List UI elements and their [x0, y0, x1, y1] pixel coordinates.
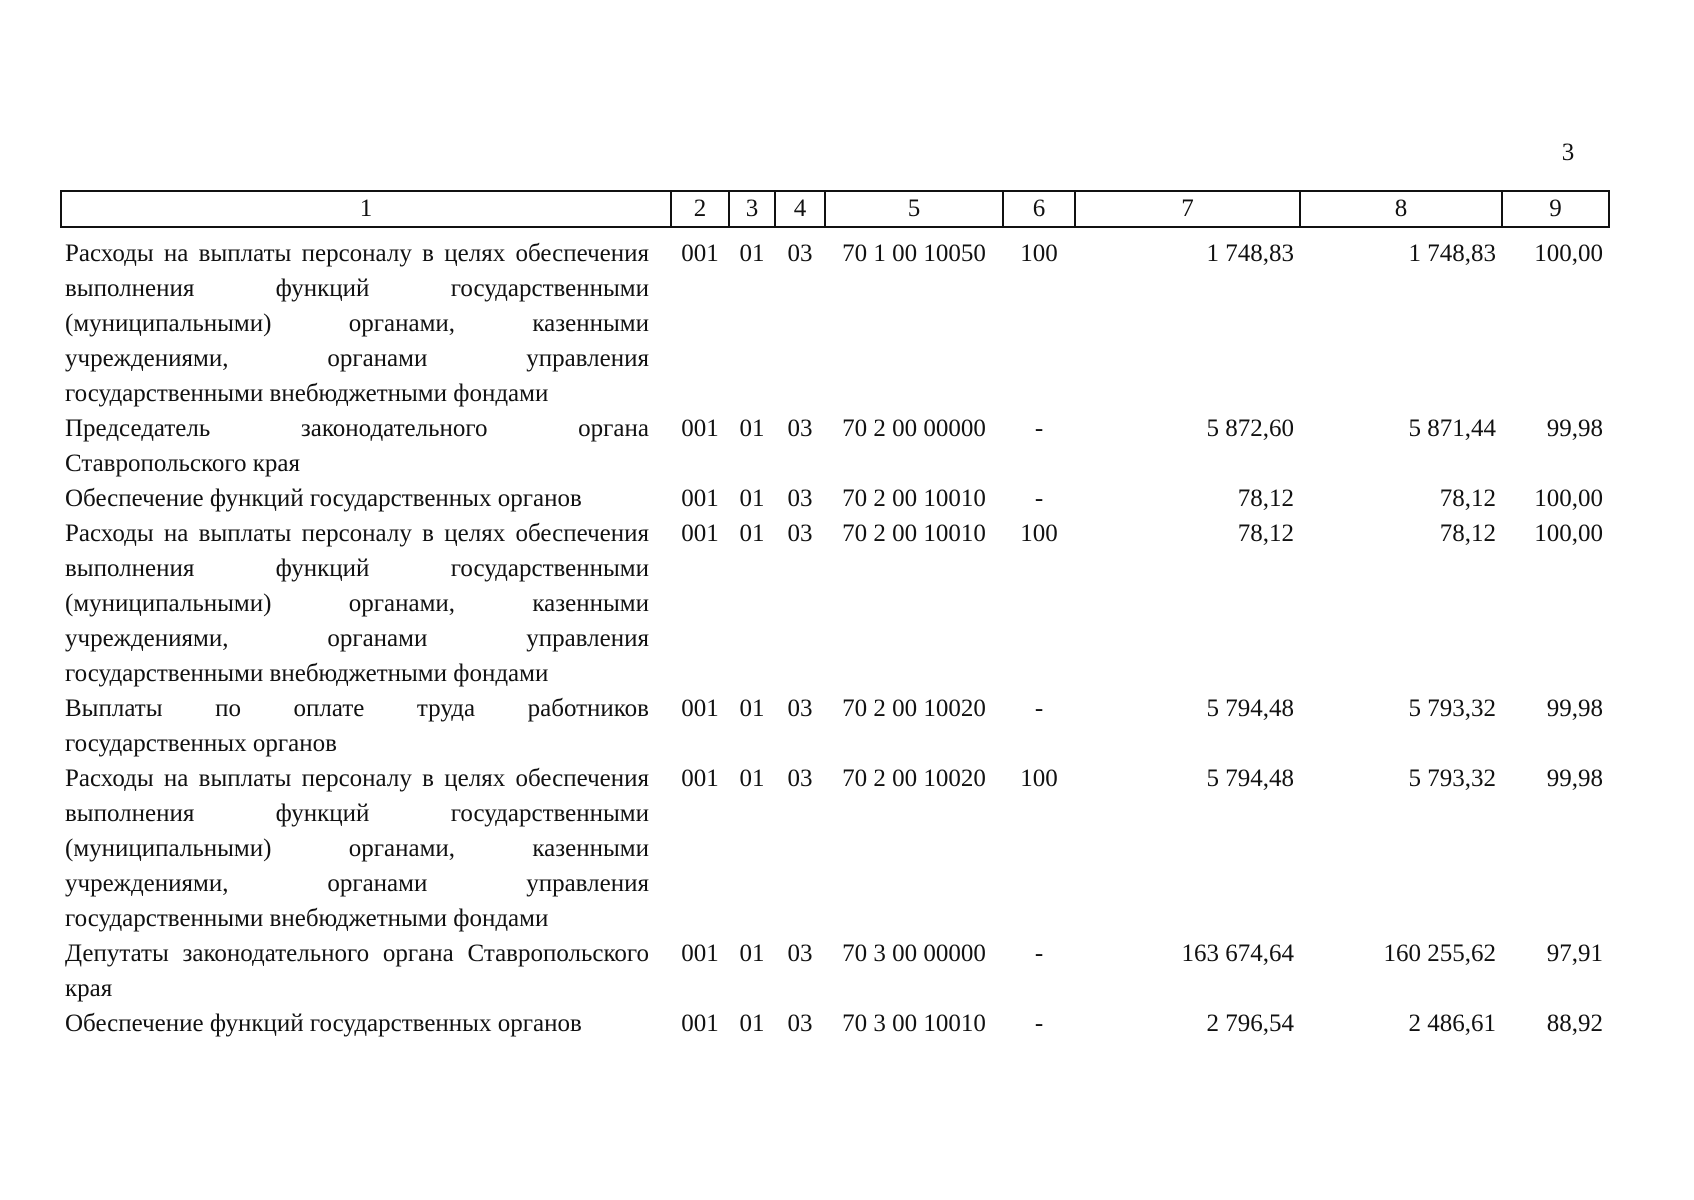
ministry-code: 001	[681, 415, 719, 442]
planned-amount: 5 794,48	[1206, 695, 1294, 722]
target-article-code: 70 3 00 00000	[842, 940, 986, 967]
subsection-code: 03	[787, 940, 813, 967]
actual-amount: 78,12	[1439, 485, 1496, 512]
section-code: 01	[739, 695, 765, 722]
ministry-code: 001	[681, 1010, 719, 1037]
execution-percent: 97,91	[1546, 940, 1603, 967]
subsection-code: 03	[787, 415, 813, 442]
subsection-code: 03	[787, 1010, 813, 1037]
target-article-code: 70 2 00 10020	[842, 765, 986, 792]
column-header-9: 9	[1502, 191, 1609, 227]
column-header-1: 1	[61, 191, 671, 227]
expense-description: Выплаты по оплате труда работников государственных органов	[65, 695, 649, 757]
ministry-code: 001	[681, 520, 719, 547]
actual-amount: 78,12	[1439, 520, 1496, 547]
planned-amount: 78,12	[1237, 485, 1294, 512]
execution-percent: 99,98	[1546, 765, 1603, 792]
planned-amount: 5 794,48	[1206, 765, 1294, 792]
execution-percent: 100,00	[1534, 485, 1603, 512]
table-row	[61, 1006, 1609, 1041]
section-code: 01	[739, 415, 765, 442]
execution-percent: 100,00	[1534, 240, 1603, 267]
page-number: 3	[1561, 139, 1575, 166]
execution-percent: 99,98	[1546, 415, 1603, 442]
expense-description: Председатель законодательного органа Ставропольского края	[65, 415, 649, 477]
ministry-code: 001	[681, 765, 719, 792]
expense-description: Обеспечение функций государственных органов	[65, 1010, 582, 1037]
section-code: 01	[739, 520, 765, 547]
column-header-3: 3	[729, 191, 775, 227]
planned-amount: 2 796,54	[1206, 1010, 1294, 1037]
table-row	[61, 411, 1609, 481]
expense-type-code: -	[1034, 485, 1044, 512]
column-header-8: 8	[1300, 191, 1502, 227]
execution-percent: 88,92	[1546, 1010, 1603, 1037]
actual-amount: 5 793,32	[1408, 695, 1496, 722]
expense-description: Депутаты законодательного органа Ставропольского края	[65, 940, 649, 1002]
table-row	[61, 761, 1609, 936]
expense-type-code: -	[1034, 940, 1044, 967]
column-header-2: 2	[671, 191, 729, 227]
expense-type-code: 100	[1020, 520, 1058, 547]
column-header-7: 7	[1075, 191, 1300, 227]
column-header-4: 4	[775, 191, 825, 227]
expense-type-code: 100	[1020, 240, 1058, 267]
execution-percent: 99,98	[1546, 695, 1603, 722]
planned-amount: 1 748,83	[1206, 240, 1294, 267]
actual-amount: 160 255,62	[1383, 940, 1496, 967]
subsection-code: 03	[787, 520, 813, 547]
ministry-code: 001	[681, 695, 719, 722]
actual-amount: 5 871,44	[1408, 415, 1496, 442]
table-row	[61, 516, 1609, 691]
actual-amount: 2 486,61	[1408, 1010, 1496, 1037]
section-code: 01	[739, 240, 765, 267]
target-article-code: 70 2 00 10010	[842, 520, 986, 547]
expense-description: Расходы на выплаты персоналу в целях обеспечения выполнения функций государственными (муниципальными) органами, казенными учреждениями, органами управления государственными внебюджетными фондами	[65, 520, 649, 687]
table-row	[61, 936, 1609, 1006]
column-header-5: 5	[825, 191, 1003, 227]
section-code: 01	[739, 940, 765, 967]
expense-type-code: 100	[1020, 765, 1058, 792]
budget-table	[60, 190, 1610, 1041]
ministry-code: 001	[681, 485, 719, 512]
subsection-code: 03	[787, 695, 813, 722]
table-header-row	[61, 191, 1609, 227]
expense-type-code: -	[1034, 1010, 1044, 1037]
actual-amount: 5 793,32	[1408, 765, 1496, 792]
target-article-code: 70 2 00 10010	[842, 485, 986, 512]
target-article-code: 70 1 00 10050	[842, 240, 986, 267]
expense-description: Обеспечение функций государственных органов	[65, 485, 582, 512]
target-article-code: 70 3 00 10010	[842, 1010, 986, 1037]
expense-description: Расходы на выплаты персоналу в целях обеспечения выполнения функций государственными (муниципальными) органами, казенными учреждениями, органами управления государственными внебюджетными фондами	[65, 240, 649, 407]
expense-type-code: -	[1034, 415, 1044, 442]
section-code: 01	[739, 1010, 765, 1037]
subsection-code: 03	[787, 765, 813, 792]
subsection-code: 03	[787, 485, 813, 512]
table-row	[61, 227, 1609, 411]
expense-type-code: -	[1034, 695, 1044, 722]
table-row	[61, 691, 1609, 761]
section-code: 01	[739, 485, 765, 512]
subsection-code: 03	[787, 240, 813, 267]
section-code: 01	[739, 765, 765, 792]
table-row	[61, 481, 1609, 516]
ministry-code: 001	[681, 240, 719, 267]
expense-description: Расходы на выплаты персоналу в целях обеспечения выполнения функций государственными (муниципальными) органами, казенными учреждениями, органами управления государственными внебюджетными фондами	[65, 765, 649, 932]
planned-amount: 78,12	[1237, 520, 1294, 547]
column-header-6: 6	[1003, 191, 1075, 227]
planned-amount: 163 674,64	[1181, 940, 1294, 967]
planned-amount: 5 872,60	[1206, 415, 1294, 442]
execution-percent: 100,00	[1534, 520, 1603, 547]
actual-amount: 1 748,83	[1408, 240, 1496, 267]
ministry-code: 001	[681, 940, 719, 967]
target-article-code: 70 2 00 00000	[842, 415, 986, 442]
target-article-code: 70 2 00 10020	[842, 695, 986, 722]
